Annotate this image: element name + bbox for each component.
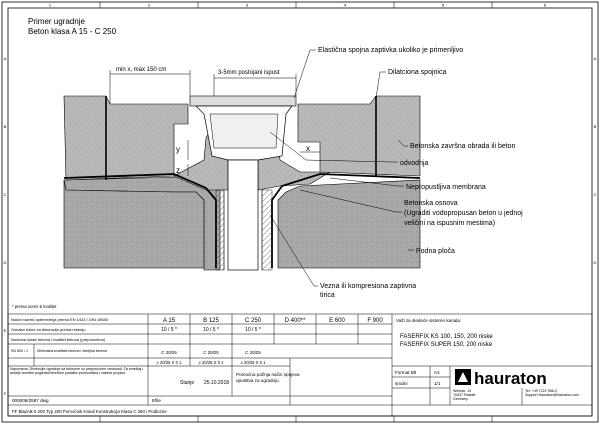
row-label-concrete: Nosivost klase betona i kvalitet betona (preporučeno)	[11, 337, 106, 342]
cell-concrete-b125: C 20/25	[203, 350, 219, 355]
cell-width-c250: 10 / 5 *	[245, 327, 261, 333]
format-label: Format Blt	[395, 370, 417, 375]
brand-contact-wrap	[525, 389, 591, 405]
channel-inner	[210, 114, 278, 148]
callout-compression-seal: Vezna ili kompresiona zaptivna	[320, 283, 417, 290]
footer-text: FF Blaznik 5 200 Typ 200 Pomoćnik Kanal Konstrukcija Klasa C 250 i Podlozne	[12, 409, 167, 414]
callout-concrete-base: Betonska osnova	[404, 200, 458, 207]
col-mark: 3	[245, 2, 249, 8]
cell-quality-c250: ≥ 20/25 X 0 1	[240, 360, 266, 365]
system-1: FASERFIX KS 100, 150, 200 niske	[400, 334, 493, 340]
sheets-value: 1/1	[434, 381, 441, 386]
class-d400: D 400**	[284, 318, 306, 324]
cell-concrete-a15: C 20/25	[161, 350, 177, 355]
row-label-sn: SN 800 / 1	[11, 349, 28, 353]
callout-floor-slab: Podna ploča	[416, 248, 455, 255]
class-a15: A 15	[162, 318, 176, 324]
class-c250: C 250	[244, 318, 262, 324]
row-label-width: Oznaka širine za dimenzije prema rešenju	[11, 327, 86, 332]
valid-label: Važi za sledeće sisteme kanala:	[396, 318, 462, 323]
cell-quality-a15: ≥ 20/25 X 0 1	[156, 360, 182, 365]
cross-section	[64, 96, 420, 270]
col-mark: 1	[48, 2, 52, 8]
project-number: 000009/2597 dwg	[12, 398, 49, 403]
callout-compression-seal-2: tirica	[320, 292, 335, 299]
row-note: Napomena: Dimenzije ugradnje sa betonom su preporučene vrednosti. Za smeštaj i detalje izvedbe pogledati tehničke podatke proizvođača i važeće propise.	[10, 367, 144, 376]
row-label-min-quality: Minimalna kvaliteta betona i debljina betona	[37, 349, 107, 353]
row-mark: C	[3, 192, 7, 197]
row-note-wrap	[10, 367, 146, 396]
callout-surface: Betonska završna obrada ili beton	[410, 143, 516, 150]
drain-pipe	[228, 160, 258, 270]
grating	[190, 96, 296, 106]
row-mark: A	[3, 56, 7, 61]
class-b125: B 125	[203, 318, 219, 324]
surface-slab-left	[64, 96, 188, 180]
cell-width-b125: 10 / 5 *	[203, 327, 219, 333]
status-label: Stanje	[180, 380, 195, 386]
brand-name: hauraton	[474, 369, 547, 388]
col-mark: 6	[543, 2, 547, 8]
row-mark: E	[3, 328, 7, 333]
cell-concrete-c250: C 20/25	[245, 350, 261, 355]
system-2: FASERFIX SUPER 150, 200 niske	[400, 342, 493, 348]
row-mark: F	[3, 391, 7, 396]
callout-concrete-base-note2: veličini na ispusnim mestima)	[404, 220, 496, 227]
class-e600: E 600	[329, 318, 345, 324]
col-mark: 2	[147, 2, 151, 8]
row-mark: B	[593, 124, 597, 129]
description-2: uputstva za ugradnju	[236, 378, 279, 383]
col-mark: 5	[441, 2, 445, 8]
format-value: A4	[434, 370, 440, 375]
status-date: 25.10.2018	[204, 380, 230, 386]
hauraton-logo	[455, 369, 547, 388]
description-1: Pomoćna pažnja način spojeva	[236, 372, 300, 377]
class-f900: F 900	[367, 318, 383, 324]
dim-min-width: min x, max 150 cm	[116, 67, 167, 73]
brand-contact: Tel: +49 7222 958-0 Support Hauraton@hauraton.com	[525, 389, 579, 398]
floor-slab-left-body	[64, 180, 204, 268]
footnote: * prema normi E kvalitet	[12, 304, 57, 309]
cell-width-a15: 10 / 5 *	[161, 327, 177, 333]
dim-gap: 3-5mm postojani ispust	[218, 70, 280, 76]
callout-concrete-base-note1: (Ugraditi vodopropusan beton u jednoj	[404, 210, 523, 217]
col-mark: 4	[343, 2, 347, 8]
sheet-label: Efile	[152, 398, 161, 403]
callout-seal: Elastična spojna zaptivka ukoliko je primenljivo	[318, 47, 464, 54]
callout-drainage: odvodnja	[400, 160, 429, 167]
row-mark: B	[3, 124, 7, 129]
cell-quality-b125: ≥ 20/25 X 0 1	[198, 360, 224, 365]
callout-expansion-joint: Dilatciona spojnica	[388, 69, 447, 76]
sheets-label: srodni	[395, 381, 408, 386]
callout-membrane: Nepropustljiva membrana	[406, 184, 486, 191]
column-mark-labels	[49, 3, 547, 8]
dim-y: y	[176, 145, 180, 154]
row-label-load-class: Nosivi razred opterećenja prema EN 1433 / DIN 19580	[11, 317, 108, 322]
drawing-title: Primer ugradnje	[28, 17, 85, 26]
dim-z: z	[176, 166, 180, 175]
dim-x: x	[306, 144, 310, 153]
seal-strip-right	[262, 190, 272, 270]
seal-strip-left	[216, 190, 224, 270]
row-mark: D	[593, 260, 597, 265]
brand-address: Werkstr. 13 76437 Rastatt Germany	[453, 389, 476, 402]
row-mark: C	[593, 192, 597, 197]
row-mark: A	[593, 56, 597, 61]
drawing-subtitle: Beton klasa A 15 - C 250	[28, 27, 117, 36]
brand-address-wrap	[453, 389, 521, 405]
floor-slab-right	[278, 180, 420, 268]
row-mark: D	[3, 260, 7, 265]
